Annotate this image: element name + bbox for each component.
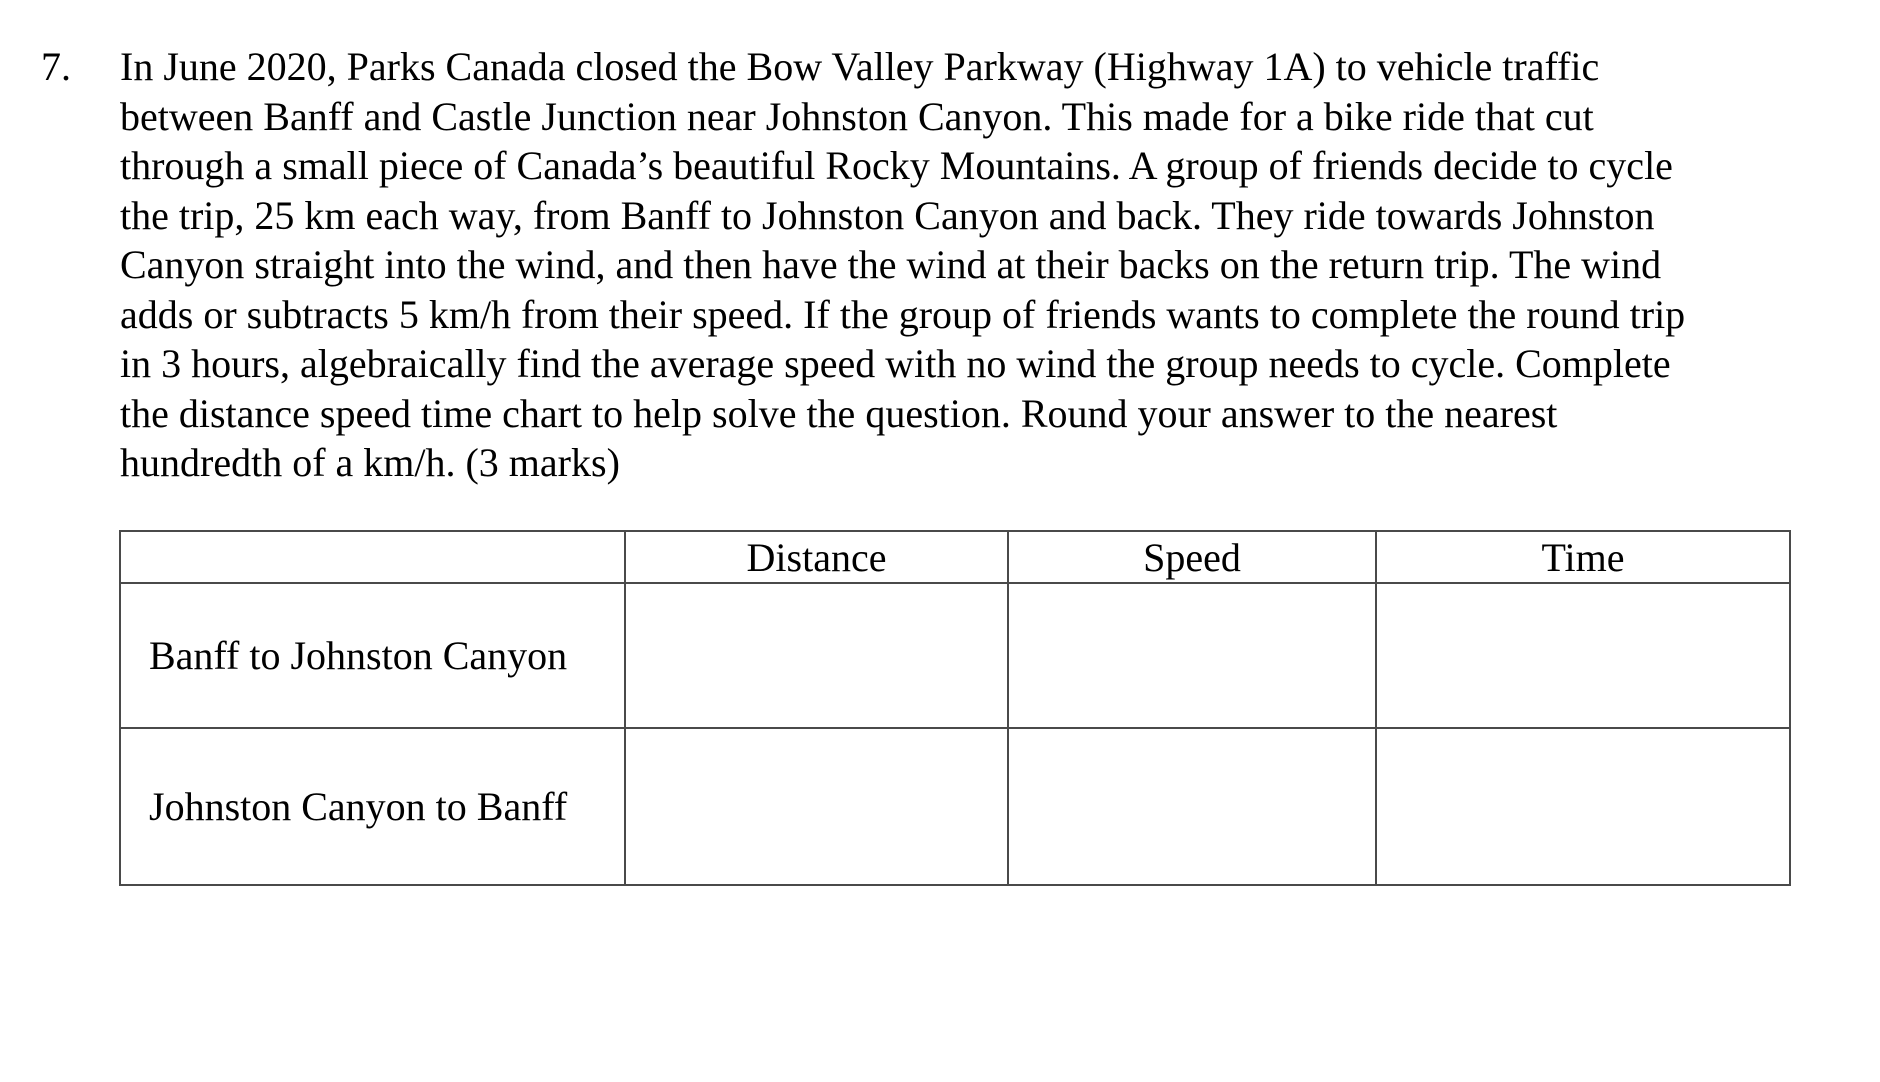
- question-text: [120, 42, 1820, 488]
- question-line: the trip, 25 km each way, from Banff to Johnston Canyon and back. They ride towards Johnston: [120, 192, 1655, 238]
- speed-cell[interactable]: [1008, 583, 1376, 728]
- header-blank-cell: [120, 531, 625, 583]
- question-line: through a small piece of Canada’s beautiful Rocky Mountains. A group of friends decide to cycle: [120, 143, 1673, 188]
- question-line: adds or subtracts 5 km/h from their speed. If the group of friends wants to complete the round trip: [120, 291, 1686, 337]
- question-line: Canyon straight into the wind, and then have the wind at their backs on the return trip. The wind: [120, 242, 1662, 287]
- time-cell[interactable]: [1376, 728, 1790, 885]
- distance-speed-time-chart: [119, 530, 1791, 886]
- row-label-banff-to-johnston: Banff to Johnston Canyon: [120, 583, 625, 728]
- question-line: hundredth of a km/h. (3 marks): [120, 440, 620, 485]
- header-speed: Speed: [1008, 531, 1376, 583]
- question-number: 7.: [41, 44, 71, 89]
- question-line: In June 2020, Parks Canada closed the Bow Valley Parkway (Highway 1A) to vehicle traffic: [120, 44, 1600, 89]
- table-row: [120, 583, 1790, 728]
- question-line: the distance speed time chart to help solve the question. Round your answer to the nearest: [120, 390, 1558, 436]
- table-header-row: [120, 531, 1790, 583]
- table-row: [120, 728, 1790, 885]
- distance-cell[interactable]: [625, 583, 1008, 728]
- distance-cell[interactable]: [625, 728, 1008, 885]
- time-cell[interactable]: [1376, 583, 1790, 728]
- header-distance: Distance: [625, 531, 1008, 583]
- question-line: in 3 hours, algebraically find the average speed with no wind the group needs to cycle. Complete: [120, 341, 1671, 386]
- speed-cell[interactable]: [1008, 728, 1376, 885]
- row-label-johnston-to-banff: Johnston Canyon to Banff: [120, 728, 625, 885]
- question-line: between Banff and Castle Junction near Johnston Canyon. This made for a bike ride that cut: [120, 93, 1594, 139]
- header-time: Time: [1376, 531, 1790, 583]
